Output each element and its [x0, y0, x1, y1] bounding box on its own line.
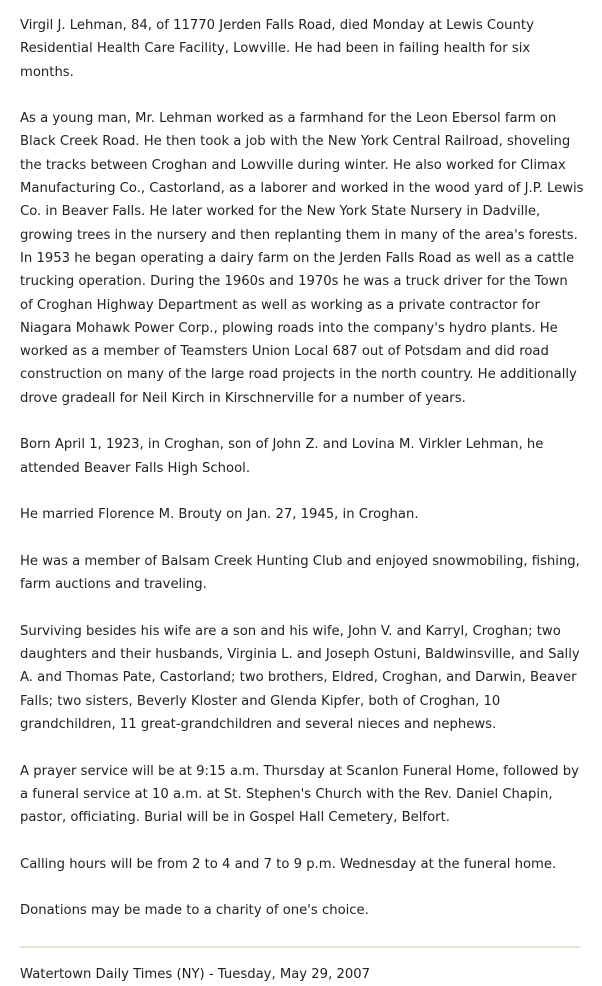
paragraph-marriage: He married Florence M. Brouty on Jan. 27, 1945, in Croghan. — [20, 507, 419, 523]
obituary-document — [20, 14, 584, 986]
paragraph-services: A prayer service will be at 9:15 a.m. Thursday at Scanlon Funeral Home, followed by a funeral service at 10 a.m. at St. Stephen's Church with the Rev. Daniel Chapin, pastor, officiating. Burial will be in Gospel Hall Cemetery, Belfort. — [20, 763, 579, 826]
paragraph-birth: Born April 1, 1923, in Croghan, son of John Z. and Lovina M. Virkler Lehman, he attended Beaver Falls High School. — [20, 437, 544, 476]
source-citation: Watertown Daily Times (NY) - Tuesday, May 29, 2007 — [20, 966, 371, 982]
paragraph-career: As a young man, Mr. Lehman worked as a farmhand for the Leon Ebersol farm on Black Creek Road. He then took a job with the New York Central Railroad, shoveling the tracks between Croghan and Lowville during winter. He also worked for Climax Manufacturing Co., Castorland, as a laborer and worked in the wood yard of J.P. Lewis Co. in Beaver Falls. He later worked for the New York State Nursery in Dadville, growing trees in the nursery and then replanting them in many of the area's forests. In 1953 he began operating a dairy farm on the Jerden Falls Road as well as a cattle trucking operation. During the 1960s and 1970s he was a truck driver for the Town of Croghan Highway Department as well as working as a private contractor for Niagara Mohawk Power Corp., plowing roads into the company's hydro plants. He worked as a member of Teamsters Union Local 687 out of Potsdam and did road construction on many of the large road projects in the north country. He additionally drove gradeall for Neil Kirch in Kirschnerville for a number of years. — [20, 111, 584, 406]
paragraph-survivors: Surviving besides his wife are a son and his wife, John V. and Karryl, Croghan; two daughters and their husbands, Virginia L. and Joseph Ostuni, Baldwinsville, and Sally A. and Thomas Pate, Castorland; two brothers, Eldred, Croghan, and Darwin, Beaver Falls; two sisters, Beverly Kloster and Glenda Kipfer, both of Croghan, 10 grandchildren, 11 great-grandchildren and several nieces and nephews. — [20, 623, 580, 732]
paragraph-calling-hours: Calling hours will be from 2 to 4 and 7 to 9 p.m. Wednesday at the funeral home. — [20, 856, 557, 872]
paragraph-death-notice: Virgil J. Lehman, 84, of 11770 Jerden Falls Road, died Monday at Lewis County Residential Health Care Facility, Lowville. He had been in failing health for six months. — [20, 18, 534, 80]
paragraph-memberships: He was a member of Balsam Creek Hunting Club and enjoyed snowmobiling, fishing, farm auctions and traveling. — [20, 553, 580, 593]
divider — [20, 946, 580, 948]
paragraph-donations: Donations may be made to a charity of one's choice. — [20, 903, 369, 919]
